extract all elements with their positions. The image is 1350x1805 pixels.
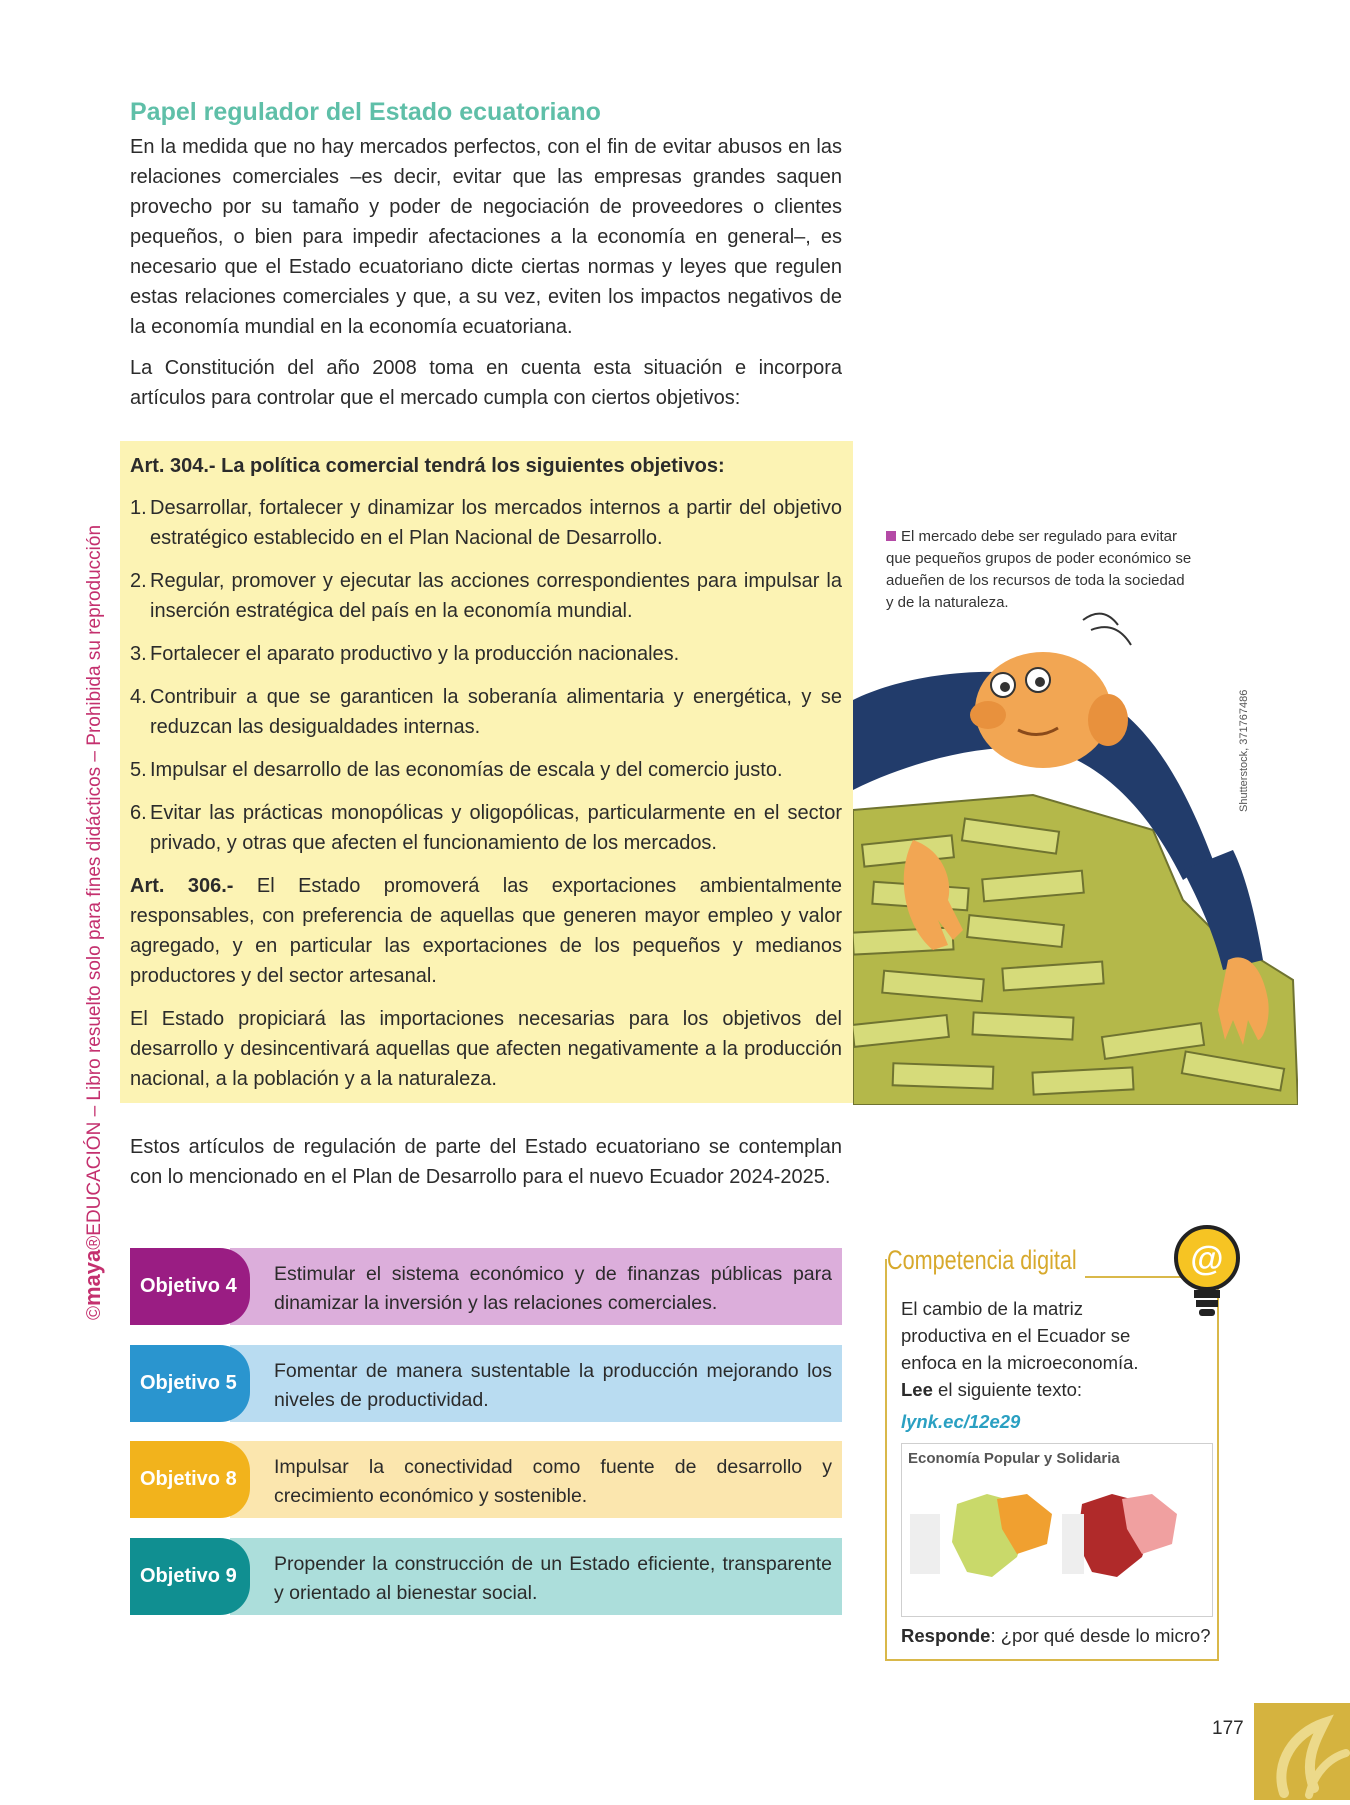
responde-label: Responde — [901, 1625, 991, 1646]
objective-tag: Objetivo 9 — [130, 1538, 250, 1615]
objective-text: Fomentar de manera sustentable la producción mejorando los niveles de productividad. — [230, 1345, 842, 1422]
competencia-link[interactable]: lynk.ec/12e29 — [901, 1411, 1021, 1432]
lee-text: el siguiente texto: — [932, 1379, 1083, 1400]
art-306-label: Art. 306.- — [130, 875, 234, 897]
objective-row — [130, 1538, 842, 1615]
competencia-title: Competencia digital — [887, 1245, 1077, 1275]
item-text: Evitar las prácticas monopólicas y oligopólicas, particularmente en el sector privado, y otras que afecten el funcionamiento de los mercados. — [150, 802, 842, 854]
art-306-paragraph — [130, 871, 842, 991]
competencia-text: El cambio de la matriz productiva en el Ecuador se enfoca en la microeconomía. Lee el siguiente texto: — [901, 1298, 1139, 1400]
article-item — [130, 493, 842, 553]
article-item — [130, 798, 842, 858]
map-thumbnail — [901, 1443, 1213, 1617]
responde-text: : ¿por qué desde lo micro? — [990, 1625, 1211, 1646]
item-number: 1. — [130, 497, 147, 519]
item-number: 4. — [130, 686, 147, 708]
corner-decoration — [1254, 1703, 1350, 1800]
article-item — [130, 566, 842, 626]
page-number: 177 — [1212, 1718, 1244, 1739]
illustration-caption: El mercado debe ser regulado para evitar que pequeños grupos de poder económico se adueñen de los recursos de toda la sociedad y de la naturaleza. — [886, 528, 1192, 611]
intro-paragraph: En la medida que no hay mercados perfectos, con el fin de evitar abusos en las relaciones comerciales –es decir, evitar que las empresas grandes saquen provecho por su tamaño y poder de negociación de proveedores o clientes pequeños, o bien para impedir afectaciones a la economía en general–, es necesario que el Estado ecuatoriano dicte ciertas normas y leyes que regulen estas relaciones comerciales y que, a su vez, eviten los impactos negativos de la economía mundial en la economía ecuatoriana. — [130, 136, 842, 338]
article-item — [130, 755, 842, 785]
art-304-heading: Art. 304.- La política comercial tendrá los siguientes objetivos: — [130, 455, 725, 477]
vertical-copyright-text — [80, 525, 106, 1320]
photo-credit: Shutterstock, 371767486 — [1238, 689, 1250, 812]
competencia-digital-box — [885, 1223, 1217, 1660]
item-text: Contribuir a que se garanticen la soberanía alimentaria y energética, y se reduzcan las desigualdades internas. — [150, 686, 842, 738]
vertical-notice: EDUCACIÓN – Libro resuelto solo para fines didácticos – Prohibida su reproducción — [84, 524, 105, 1236]
item-number: 3. — [130, 643, 147, 665]
art-306-paragraph-2: El Estado propiciará las importaciones necesarias para los objetivos del desarrollo y desincentivará aquellas que afecten negativamente a la producción nacional, a la población y a la naturaleza. — [130, 1008, 842, 1090]
article-item — [130, 682, 842, 742]
objective-row — [130, 1345, 842, 1422]
corner-swirl-icon — [1254, 1703, 1350, 1800]
objective-text: Impulsar la conectividad como fuente de desarrollo y crecimiento económico y sostenible. — [230, 1441, 842, 1518]
item-text: Impulsar el desarrollo de las economías de escala y del comercio justo. — [150, 759, 783, 781]
registered-symbol: ® — [84, 1235, 105, 1250]
item-number: 2. — [130, 570, 147, 592]
lightbulb-at-icon — [1170, 1222, 1244, 1322]
objective-tag: Objetivo 8 — [130, 1441, 250, 1518]
money-hug-illustration — [853, 600, 1298, 1105]
objective-tag: Objetivo 5 — [130, 1345, 250, 1422]
objective-tag: Objetivo 4 — [130, 1248, 250, 1325]
constitution-box — [120, 441, 853, 1103]
caption-bullet-icon — [886, 531, 896, 541]
copyright-symbol: © — [84, 1306, 105, 1320]
ecuador-maps-graphic — [902, 1444, 1212, 1616]
item-text: Fortalecer el aparato productivo y la producción nacionales. — [150, 643, 680, 665]
art-306-text: El Estado promoverá las exportaciones ambientalmente responsables, con preferencia de aquellas que generen mayor empleo y valor agregado, y en particular las exportaciones de los pequeños y medianos productores y del sector artesanal. — [130, 875, 842, 987]
svg-text:@: @ — [1190, 1240, 1224, 1278]
article-item — [130, 639, 842, 669]
item-text: Regular, promover y ejecutar las acciones correspondientes para impulsar la inserción estratégica del país en la economía mundial. — [150, 570, 842, 622]
item-number: 6. — [130, 802, 147, 824]
plan-paragraph: Estos artículos de regulación de parte del Estado ecuatoriano se contemplan con lo mencionado en el Plan de Desarrollo para el nuevo Ecuador 2024-2025. — [130, 1136, 842, 1188]
objective-row — [130, 1441, 842, 1518]
brand-logo: maya — [80, 1249, 105, 1306]
section-title: Papel regulador del Estado ecuatoriano — [130, 98, 601, 126]
map-thumbnail-heading: Economía Popular y Solidaria — [908, 1450, 1120, 1467]
item-number: 5. — [130, 759, 147, 781]
objective-text: Estimular el sistema económico y de finanzas públicas para dinamizar la inversión y las relaciones comerciales. — [230, 1248, 842, 1325]
item-text: Desarrollar, fortalecer y dinamizar los mercados internos a partir del objetivo estratégico establecido en el Plan Nacional de Desarrollo. — [150, 497, 842, 549]
responde-line — [901, 1625, 1211, 1647]
constitution-paragraph: La Constitución del año 2008 toma en cuenta esta situación e incorpora artículos para controlar que el mercado cumpla con ciertos objetivos: — [130, 357, 842, 409]
lee-label: Lee — [901, 1379, 933, 1400]
objective-text: Propender la construcción de un Estado eficiente, transparente y orientado al bienestar social. — [230, 1538, 842, 1615]
objective-row — [130, 1248, 842, 1325]
